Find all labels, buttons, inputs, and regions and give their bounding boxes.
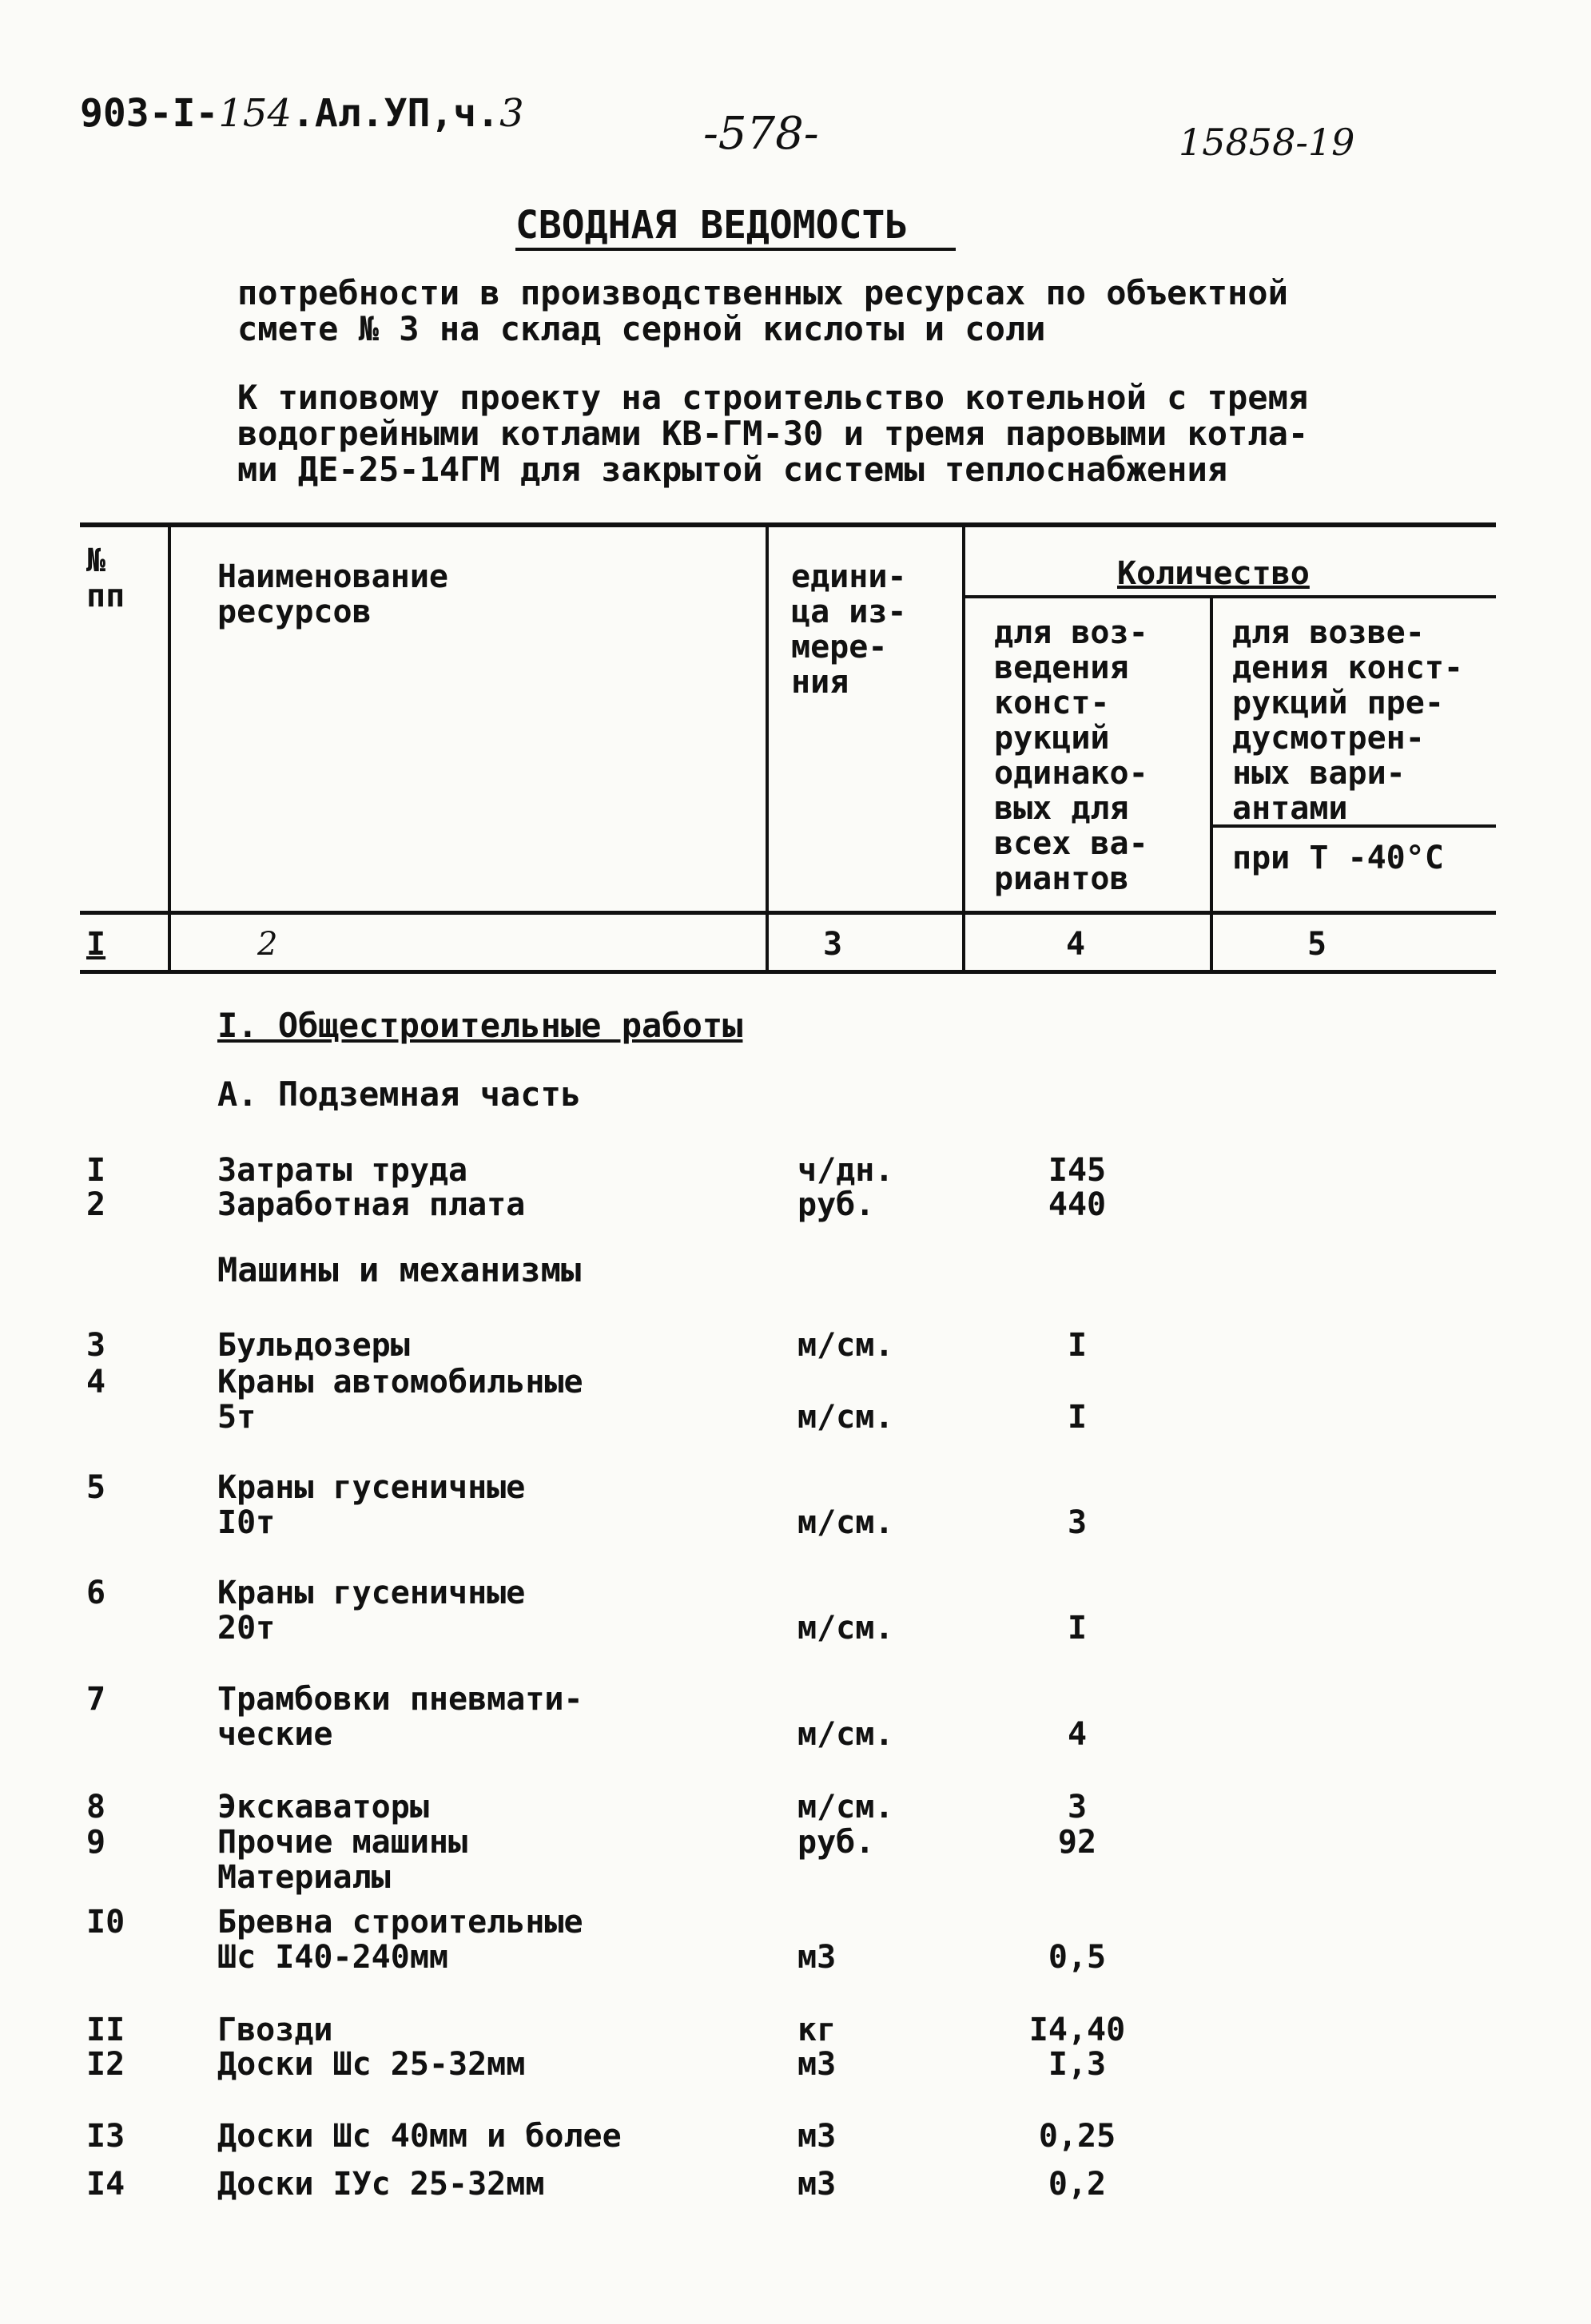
row-resource-name: Доски Шс 40мм и более — [217, 2118, 622, 2155]
row-quantity: 0,25 — [1038, 2118, 1116, 2155]
project-line-3: ми ДЕ-25-14ГМ для закрытой системы теплоснабжения — [237, 450, 1228, 489]
row-number: II — [86, 2012, 125, 2048]
row-quantity: I — [1067, 1399, 1088, 1436]
header-resource-name: Наименование ресурсов — [217, 558, 448, 630]
row-unit: м/см. — [797, 1504, 894, 1541]
code-prefix: 903-I- — [80, 91, 219, 136]
header-temperature: при Т -40°С — [1232, 840, 1444, 876]
code-handwritten: 154 — [218, 91, 292, 136]
row-unit: м3 — [797, 2166, 837, 2203]
row-unit: м/см. — [797, 1789, 894, 1825]
row-quantity: 3 — [1067, 1789, 1088, 1825]
document-code — [80, 91, 524, 136]
row-resource-name: Доски Шс 25-32мм — [217, 2046, 526, 2083]
header-quantity: Количество — [1117, 555, 1310, 592]
row-number: I2 — [86, 2046, 125, 2083]
row-quantity: I45 — [1048, 1152, 1107, 1189]
table-header-bottom-rule — [80, 911, 1496, 915]
code-mid: .Ал.УП,ч. — [292, 91, 500, 136]
row-unit: ч/дн. — [797, 1152, 894, 1189]
header-unit: едини- ца из- мере- ния — [791, 558, 907, 701]
subtitle-line-1: потребности в производственных ресурсах по объектной — [237, 273, 1288, 312]
subsection-heading: А. Подземная часть — [217, 1075, 582, 1114]
row-unit: м3 — [797, 2118, 837, 2155]
row-number: I0 — [86, 1904, 125, 1941]
row-number: I4 — [86, 2166, 125, 2203]
row-quantity: I,3 — [1048, 2046, 1107, 2083]
section-heading — [217, 1008, 742, 1043]
row-resource-name: Прочие машины Материалы — [217, 1824, 468, 1896]
row-resource-name: Бульдозеры — [217, 1327, 410, 1364]
row-resource-name: Гвозди — [217, 2012, 333, 2048]
row-unit: кг — [797, 2012, 837, 2048]
subtitle-line-2: смете № 3 на склад серной кислоты и соли — [237, 309, 1046, 348]
col-divider-1 — [168, 526, 171, 971]
page-title: СВОДНАЯ ВЕДОМОСТЬ — [515, 206, 956, 251]
colnum-1: I — [86, 926, 106, 963]
row-number: 6 — [86, 1575, 106, 1611]
row-quantity: I — [1067, 1610, 1088, 1647]
row-resource-name: Экскаваторы — [217, 1789, 429, 1825]
row-quantity: 4 — [1067, 1716, 1088, 1753]
project-line-2: водогрейными котлами КВ-ГМ-30 и тремя паровыми котла- — [237, 414, 1309, 453]
row-quantity: 440 — [1048, 1186, 1107, 1223]
row-resource-name: Краны автомобильные 5т — [217, 1364, 583, 1436]
row-resource-name: Трамбовки пневмати- ческие — [217, 1681, 583, 1753]
col-divider-4 — [1210, 598, 1213, 971]
row-resource-name: Бревна строительные Шс I40-240мм — [217, 1904, 583, 1976]
row-unit: м/см. — [797, 1327, 894, 1364]
col-divider-3 — [962, 526, 965, 971]
row-number: 4 — [86, 1364, 106, 1400]
row-unit: м/см. — [797, 1399, 894, 1436]
row-quantity: 3 — [1067, 1504, 1088, 1541]
row-quantity: 0,5 — [1048, 1939, 1107, 1976]
colnum-4: 4 — [1066, 926, 1086, 963]
colnum-2: 2 — [257, 926, 278, 963]
table-top-rule — [80, 522, 1496, 527]
row-resource-name: Заработная плата — [217, 1186, 526, 1223]
quantity-divider — [962, 595, 1496, 598]
row-number: 2 — [86, 1186, 106, 1223]
row-resource-name: Затраты труда — [217, 1152, 468, 1189]
row-quantity: I — [1067, 1327, 1088, 1364]
header-quantity-variants: для возве- дения конст- рукций пре- дусмотрен- ных вари- антами — [1232, 614, 1463, 827]
row-unit: руб. — [797, 1824, 875, 1861]
colnum-5: 5 — [1307, 926, 1327, 963]
row-number: 8 — [86, 1789, 106, 1825]
section-title: I. Общестроительные работы — [217, 1006, 743, 1045]
row-number: 7 — [86, 1681, 106, 1718]
machines-group-heading: Машины и механизмы — [217, 1250, 582, 1289]
project-line-1: К типовому проекту на строительство котельной с тремя — [237, 378, 1309, 417]
table-numbers-bottom-rule — [80, 970, 1496, 974]
col-divider-2 — [766, 526, 769, 971]
row-number: 5 — [86, 1469, 106, 1506]
row-resource-name: Доски IУс 25-32мм — [217, 2166, 545, 2203]
row-unit: м/см. — [797, 1610, 894, 1647]
colnum-3: 3 — [823, 926, 843, 963]
row-unit: руб. — [797, 1186, 875, 1223]
row-quantity: I4,40 — [1028, 2012, 1126, 2048]
row-number: I3 — [86, 2118, 125, 2155]
row-number: 3 — [86, 1327, 106, 1364]
code-part: 3 — [499, 91, 524, 136]
page-number: -578- — [703, 108, 819, 160]
archive-number: 15858-19 — [1179, 121, 1355, 164]
row-number: I — [86, 1152, 106, 1189]
row-resource-name: Краны гусеничные 20т — [217, 1575, 526, 1647]
row-quantity: 0,2 — [1048, 2166, 1107, 2203]
row-unit: м3 — [797, 1939, 837, 1976]
row-quantity: 92 — [1057, 1824, 1097, 1861]
row-unit: м/см. — [797, 1716, 894, 1753]
header-number: № пп — [86, 542, 125, 614]
row-unit: м3 — [797, 2046, 837, 2083]
row-number: 9 — [86, 1824, 106, 1861]
header-quantity-common: для воз- ведения конст- рукций одинако- вых для всех ва- риантов — [994, 614, 1148, 897]
row-resource-name: Краны гусеничные I0т — [217, 1469, 526, 1541]
